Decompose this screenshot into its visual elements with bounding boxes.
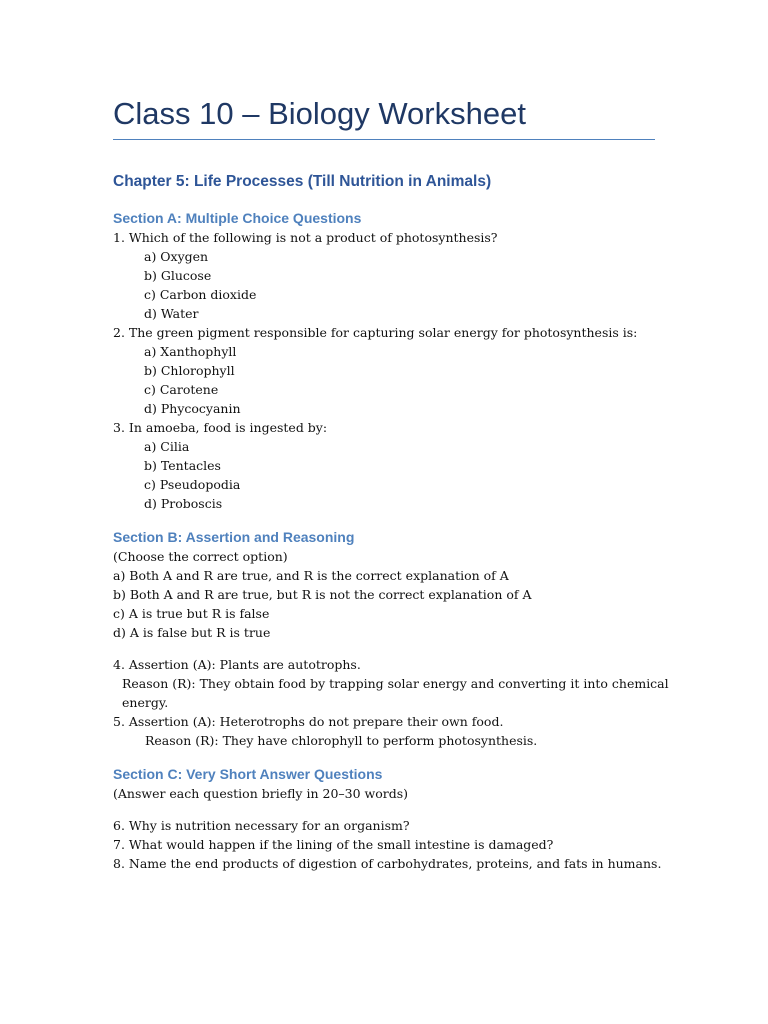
title-divider — [113, 139, 655, 140]
question-5-assertion: 5. Assertion (A): Heterotrophs do not prepare their own food. — [113, 714, 504, 729]
option: a) Xanthophyll — [144, 344, 237, 359]
option: d) Water — [144, 306, 199, 321]
question-8: 8. Name the end products of digestion of carbohydrates, proteins, and fats in humans. — [113, 856, 662, 871]
spacer — [113, 803, 673, 816]
question-text: 2. The green pigment responsible for capturing solar energy for photosynthesis is: — [113, 325, 638, 340]
page-title: Class 10 – Biology Worksheet — [113, 96, 526, 131]
question-5-reason: Reason (R): They have chlorophyll to perform photosynthesis. — [145, 733, 538, 748]
option: b) Glucose — [144, 268, 212, 283]
choice-d: d) A is false but R is true — [113, 625, 271, 640]
option: b) Tentacles — [144, 458, 221, 473]
question-text: 1. Which of the following is not a product of photosynthesis? — [113, 230, 498, 245]
option: b) Chlorophyll — [144, 363, 235, 378]
section-c-instruction: (Answer each question briefly in 20–30 words) — [113, 786, 409, 801]
question-2 — [113, 323, 673, 418]
section-c — [113, 764, 673, 873]
spacer — [113, 642, 673, 655]
question-3 — [113, 418, 673, 513]
question-7: 7. What would happen if the lining of the small intestine is damaged? — [113, 837, 554, 852]
spacer — [113, 513, 673, 527]
option: c) Carbon dioxide — [144, 287, 257, 302]
question-1 — [113, 228, 673, 323]
section-a — [113, 208, 673, 513]
section-b-instruction: (Choose the correct option) — [113, 549, 288, 564]
option: a) Oxygen — [144, 249, 209, 264]
worksheet-content — [113, 171, 673, 873]
chapter-heading: Chapter 5: Life Processes (Till Nutrition in Animals) — [113, 173, 492, 190]
spacer — [113, 750, 673, 764]
option: d) Proboscis — [144, 496, 223, 511]
section-b-heading: Section B: Assertion and Reasoning — [113, 529, 355, 545]
choice-c: c) A is true but R is false — [113, 606, 270, 621]
question-4-assertion: 4. Assertion (A): Plants are autotrophs. — [113, 657, 361, 672]
question-4-reason: Reason (R): They obtain food by trapping solar energy and converting it into chemical energy. — [122, 676, 669, 710]
option: d) Phycocyanin — [144, 401, 241, 416]
section-c-heading: Section C: Very Short Answer Questions — [113, 766, 383, 782]
option: c) Pseudopodia — [144, 477, 241, 492]
section-b — [113, 527, 673, 750]
choice-a: a) Both A and R are true, and R is the correct explanation of A — [113, 568, 509, 583]
option: a) Cilia — [144, 439, 190, 454]
choice-b: b) Both A and R are true, but R is not the correct explanation of A — [113, 587, 532, 602]
question-6: 6. Why is nutrition necessary for an organism? — [113, 818, 410, 833]
question-text: 3. In amoeba, food is ingested by: — [113, 420, 328, 435]
section-a-heading: Section A: Multiple Choice Questions — [113, 210, 362, 226]
option: c) Carotene — [144, 382, 219, 397]
